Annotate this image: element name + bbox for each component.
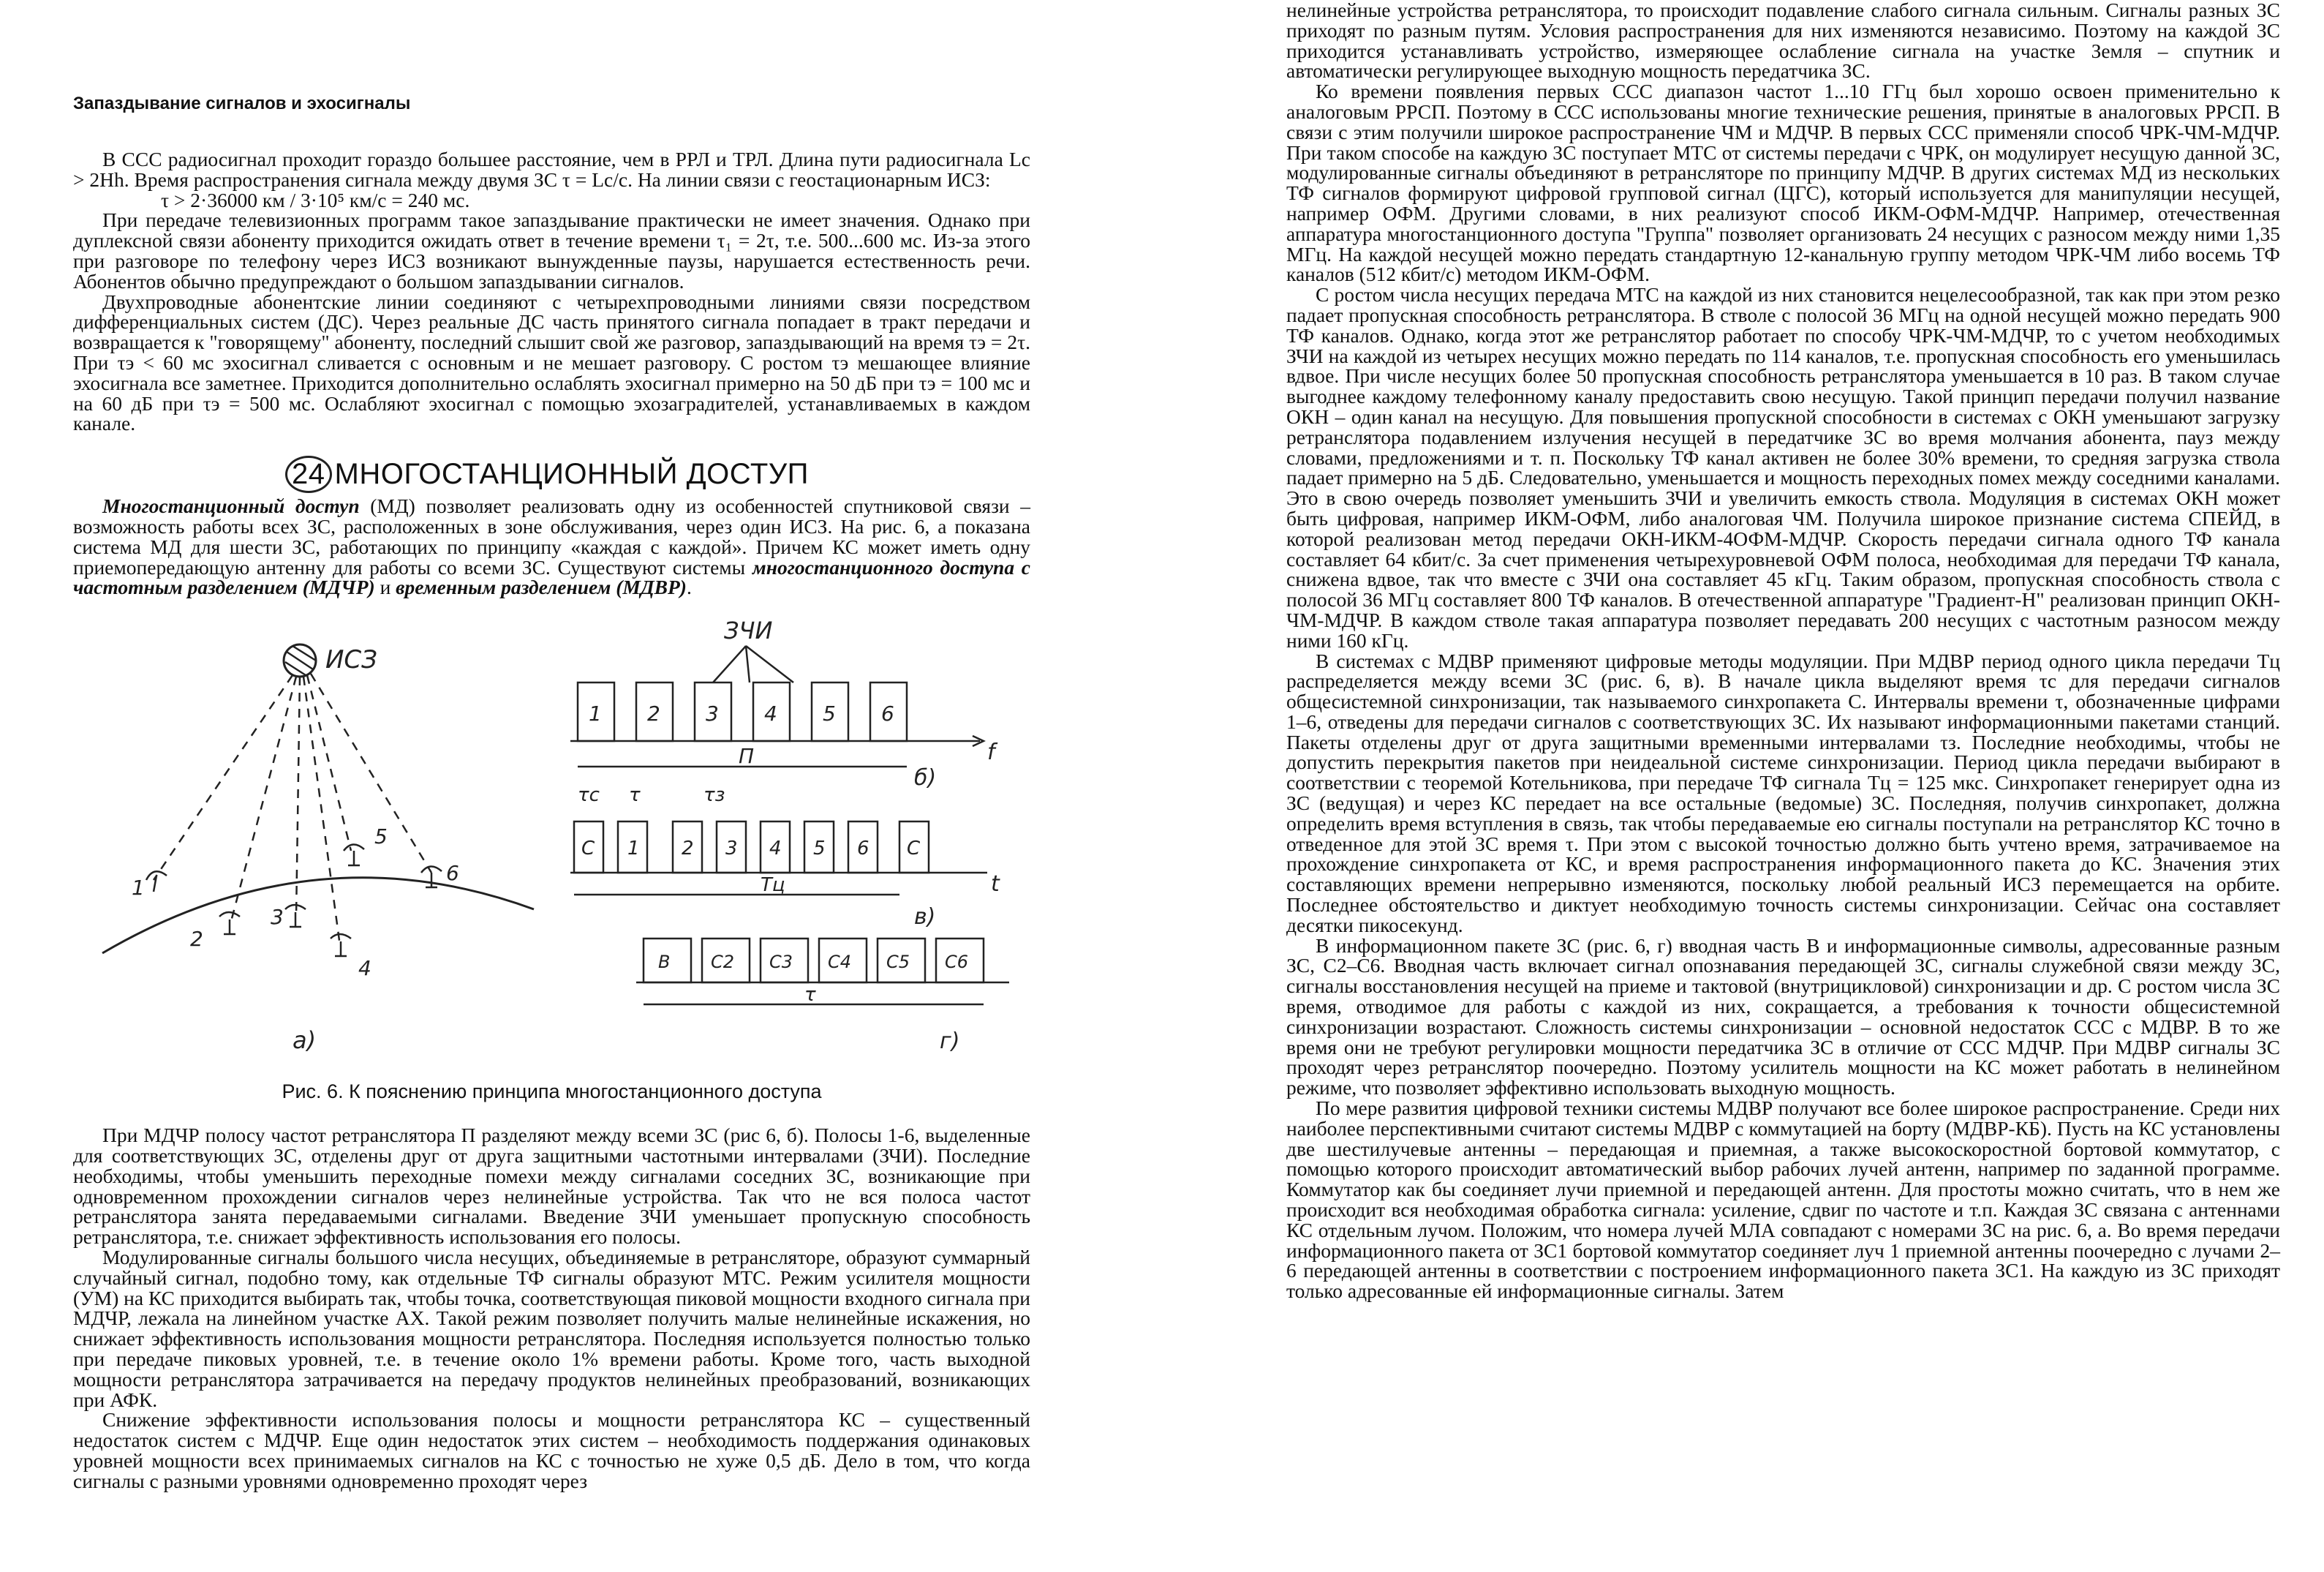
paragraph: При передаче телевизионных программ такое запаздывание практически не имеет значения. Однако при дуплексной связи абоненту приходится ожидать ответ в течение времени τ₁ = 2τ, т.е. 500...600 мс. Из-за этого при разговоре по телефону через ИСЗ возникают вынужденные паузы, нарушается естественность речи. Абонентов обычно предупреждают о большом запаздывании сигналов. bbox=[73, 208, 1030, 293]
paragraph: Снижение эффективности использования полосы и мощности ретранслятора КС – существенный недостаток систем с МДЧР. Еще один недостаток этих систем – необходимость поддержания одинаковых уровней мощности всех принимаемых сигналов на КС с точностью не хуже 0,5 дБ. Дело в том, что когда сигналы с разными уровнями одновременно проходят через bbox=[73, 1408, 1030, 1492]
freq-label: 1 bbox=[589, 702, 602, 726]
paragraph bbox=[73, 496, 1030, 598]
slot-label: 5 bbox=[813, 838, 826, 860]
packet-labels bbox=[658, 952, 968, 972]
earth-surface bbox=[102, 878, 534, 953]
tau-z-label: τз bbox=[703, 784, 725, 807]
packet-label: С2 bbox=[711, 952, 735, 973]
right-page bbox=[1162, 0, 2324, 1572]
label-a: а) bbox=[293, 1026, 317, 1055]
slot-label: 2 bbox=[682, 838, 694, 860]
paragraph: Модулированные сигналы большого числа несущих, объединяемые в ретрансляторе, образуют суммарный случайный сигнал, подобно тому, как отдельные ТФ сигналы образуют МТС. Режим усилителя мощности (УМ) на КС приходится выбирать так, чтобы точка, соответствующая пиковой мощности входного сигнала при МДЧР, лежала на линейном участке АХ. Такой режим позволяет получить малые нелинейные искажения, но снижает эффективность использования мощности ретранслятора. Последняя используется полностью только при передаче пиковых уровней, т.е. в течение около 1% времени работы. Кроме того, часть выходной мощности ретранслятора затрачивается на передачу продуктов нелинейных преобразований, возникающих при АФК. bbox=[73, 1245, 1030, 1411]
paragraph-text: и bbox=[374, 576, 396, 599]
packet-label: С4 bbox=[828, 952, 852, 973]
paragraph: Ко времени появления первых ССС диапазон частот 1...10 ГГц был хорошо освоен применительно к аналоговым РРСП. Поэтому в ССС использованы многие технические решения, принятые в аналоговых РРСП. В связи с этим получили широкое распространение ЧМ и МДЧР. В первых ССС применяли способ ЧРК-ЧМ-МДЧР. При таком способе на каждую ЗС поступает МТС от системы передачи с ЧРК, он модулирует несущую данной ЗС, модулированные сигналы объединяют в ретрансляторе по принципу МДЧР. В других системах МД из нескольких ТФ сигналов формируют цифровой групповой сигнал (ЦГС), который используется для манипуляции несущей, например ОФМ. Другими словами, в них реализуют способ ИКМ-ОФМ-МДЧР. Например, отечественная аппаратура многостанционного доступа "Группа" позволяет организовать 24 несущих с разносом между ними 1,35 МГц. На каждой несущей можно передать стандартную 12-канальную группу методом ЧРК-ЧМ либо восемь ТФ каналов (512 кбит/с) методом ИКМ-ОФМ. bbox=[1286, 80, 2280, 286]
paragraph: По мере развития цифровой техники системы МДВР получают все более широкое распространение. Среди них наиболее перспективными считают системы МДВР с коммутацией на борту (МДВР-КБ). Пусть на КС установлены две шестилучевые антенны – передающая и приемная, а также высокоскоростной бортовой коммутатор, с помощью которого происходит автоматический выбор рабочих лучей антенн, например по заданной программе. Коммутатор как бы соединяет лучи приемной и передающей антенн. Для простоты можно считать, что в нем же происходит вся необходимая обработка сигнала: усиление, сдвиг по частоте и т.п. Каждая ЗС связана с антеннами КС отдельным лучом. Положим, что номера лучей МЛА совпадают с номерами ЗС на рис. 6, а. Во время передачи информационного пакета от ЗС1 бортовой коммутатор соединяет луч 1 приемной антенны поочередно с лучами 2–6 передающей антенны в соответствии с построением информационного пакета ЗС1. На каждую из ЗС приходят только адресованные ей информационные сигналы. Затем bbox=[1286, 1097, 2280, 1303]
satellite-label: ИСЗ bbox=[325, 645, 377, 675]
paragraph: В ССС радиосигнал проходит гораздо большее расстояние, чем в РРЛ и ТРЛ. Длина пути радиосигнала Lс > 2Hh. Время распространения сигнала между двумя ЗС τ = Lс/c. На линии связи с геостационарным ИСЗ: bbox=[73, 148, 1030, 191]
figure-caption: Рис. 6. К пояснению принципа многостанционного доступа bbox=[282, 1080, 822, 1103]
term: многостанционного доступа с частотным разделением (МДЧР) bbox=[73, 555, 1030, 599]
freq-label: 6 bbox=[881, 702, 894, 726]
station-label: 5 bbox=[374, 824, 388, 849]
station-label: 3 bbox=[271, 905, 284, 930]
paragraph-text: (МД) позволяет реализовать одну из особенностей спутниковой связи – возможность работы всех ЗС, расположенных в зоне обслуживания, через один ИСЗ. На рис. 6, а показана система МД для шести ЗС, работающих по принципу «каждая с каждой». Причем КС может иметь одну приемопередающую антенну для работы со всеми ЗС. Существуют системы bbox=[73, 494, 1030, 579]
station-labels bbox=[132, 824, 459, 980]
packet-label: С6 bbox=[945, 952, 969, 973]
packet-tau-label: τ bbox=[804, 984, 816, 1007]
paragraph: При МДЧР полосу частот ретранслятора П разделяют между всеми ЗС (рис 6, б). Полосы 1-6, выделенные для соответствующих ЗС, отделены друг от друга защитными частотными интервалами (ЗЧИ). Последние необходимы, чтобы уменьшить переходные помехи между сигналами соседних ЗС, возникающие при одновременном прохождении сигналов через нелинейные устройства. Так что не вся полоса частот ретранслятора занята передаваемыми сигналами. Введение ЗЧИ уменьшает пропускную способность ретранслятора, т.е. снижает эффективность использования его полосы. bbox=[73, 1124, 1030, 1249]
slot-label: C bbox=[581, 838, 595, 860]
zchi-pointers bbox=[713, 646, 793, 682]
station-label: 4 bbox=[358, 956, 371, 981]
label-g: г) bbox=[940, 1028, 960, 1055]
zchi-label: ЗЧИ bbox=[724, 617, 773, 645]
station-label: 1 bbox=[132, 876, 145, 900]
paragraph: Двухпроводные абонентские линии соединяют с четырехпроводными линиями связи посредством дифференциальных систем (ДС). Через реальные ДС часть принятого сигнала попадает в тракт передачи и возвращается к "говорящему" абоненту, последний слышит свой же разговор, запаздывающий на время τэ = 2τ. При τэ < 60 мс эхосигнал сливается с основным и не мешает разговору. С ростом τэ мешающее влияние эхосигнала все заметнее. Приходится дополнительно ослаблять эхосигнал примерно на 50 дБ при τэ = 100 мс и на 60 дБ при τэ = 500 мс. Ослабляют эхосигнал с помощью эхозаградителей, устанавливаемых в каждом канале. bbox=[73, 290, 1030, 435]
paragraph: В системах с МДВР применяют цифровые методы модуляции. При МДВР период одного цикла передачи Тц распределяется между всеми ЗС (рис. 6, в). В начале цикла выделяют время τс для передачи сигналов общесистемной синхронизации, так называемого синхропакета С. Интервалы времени τ, обозначенные цифрами 1–6, отведены для передачи сигналов с соответствующих ЗС. Их называют информационными пакетами станций. Пакеты отделены друг от друга защитными временными интервалами τз. Последние необходимы, чтобы не допустить перекрытия пакетов при неидеальной системе синхронизации. Период цикла передачи выбирают в соответствии с теоремой Котельникова, при передаче ТФ сигнала Тц = 125 мкс. Синхропакет генерирует одна из ЗС (ведущая) и через КС передает на все остальные (ведомые) ЗС. Последняя, получив синхропакет, должна определить время вступления в связь, так чтобы передаваемые ею сигналы поступали на ретранслятор КС точно в отведенное для этой ЗС время τ. При этом с высокой точностью должно быть учтено время, затрачиваемое на прохождение синхропакета от КС, и время распространения информационного пакета до КС. Значения этих составляющих времени непрерывно изменяются, поскольку любой реальный ИСЗ перемещается на орбите. Последнее обстоятельство и диктует необходимую точность системы синхронизации. Сейчас она составляет десятки пикосекунд. bbox=[1286, 649, 2280, 936]
freq-label: 3 bbox=[706, 702, 719, 726]
label-b: б) bbox=[914, 765, 937, 791]
freq-label: 5 bbox=[823, 702, 836, 726]
paragraph: нелинейные устройства ретранслятора, то происходит подавление слабого сигнала сильным. Сигналы разных ЗС приходят по разным путям. Условия распространения для них изменяются независимо. Поэтому на каждой ЗС приходится устанавливать устройство, измеряющее ослабление сигнала на участке Земля – спутник и автоматически регулирующее выходную мощность передатчика ЗС. bbox=[1286, 0, 2280, 83]
tau-label: τ bbox=[629, 784, 641, 807]
slot-label: 6 bbox=[857, 838, 869, 860]
station-label: 2 bbox=[190, 927, 203, 952]
band-label: П bbox=[739, 744, 755, 769]
time-slot-labels bbox=[581, 838, 921, 860]
paragraph: В информационном пакете ЗС (рис. 6, г) вводная часть В и информационные символы, адресованные разным ЗС, С2–С6. Вводная часть включает сигнал опознавания передающей ЗС, сигналы служебной связи между ЗС, сигналы восстановления несущей на приеме и тактовой (внутрицикловой) синхронизации и др. С ростом числа ЗС время, отводимое для работы с каждой из них, сокращается, а требования к точности общесистемной синхронизации возрастают. Сложность системы синхронизации – основной недостаток ССС с МДВР. В то же время они не требуют регулировки мощности передатчика ЗС в отличие от ССС МДЧР. При МДВР сигналы ЗС проходят через ретранслятор поочередно. Поэтому усилитель мощности на КС может работать в нелинейном режиме, что позволяет эффективно использовать выходную мощность. bbox=[1286, 933, 2280, 1099]
slot-label: C bbox=[907, 838, 921, 860]
station-label: 6 bbox=[446, 861, 459, 886]
f-axis-label: f bbox=[987, 740, 995, 766]
section-title-text: МНОГОСТАНЦИОННЫЙ ДОСТУП bbox=[334, 458, 809, 491]
subsection-heading: Запаздывание сигналов и эхосигналы bbox=[73, 94, 411, 113]
slot-label: 3 bbox=[725, 838, 738, 860]
tau-c-label: τс bbox=[578, 784, 600, 807]
paragraph: С ростом числа несущих передача МТС на каждой из них становится нецелесообразной, так как при этом резко падает пропускная способность ретранслятора. В стволе с полосой 36 МГц на одной несущей можно передать 900 ТФ каналов. Однако, когда этот же ретранслятор работает по способу ЧРК-ЧМ-МДЧР, то с учетом необходимых ЗЧИ на каждой из четырех несущих можно передать по 114 каналов, т.е. пропускная способность его уменьшилась вдвое. При числе несущих более 50 пропускная способность ретранслятора уменьшается в 10 раз. В таком случае выгоднее каждому телефонному каналу предоставить свою несущую. Такой принцип передачи получил название ОКН – один канал на несущую. Для повышения пропускной способности в системах с ОКН уменьшают загрузку ретранслятора подавлением излучения несущей в передатчике ЗС во время молчания абонента, пауз между словами, предложениями и т. п. Поскольку ТФ канал активен не более 30% времени, то средняя загрузка ствола падает примерно на 5 дБ. Следовательно, уменьшается и мощность переходных помех между соседними каналами. Это в свою очередь позволяет уменьшить ЗЧИ и увеличить емкость ствола. Модуляция в системах ОКН может быть цифровая, например ИКМ-ОФМ, либо аналоговая ЧМ. Получила широкое признание система СПЕЙД, в которой реализован метод передачи ОКН-ИКМ-4ОФМ-МДЧР. Скорость передачи сигнала одного ТФ канала составляет 64 кбит/с. За счет применения четырехуровневой ОФМ полоса, необходимая для передачи ТФ канала, снижена вдвое, так что вместе с ЗЧИ она составляет 45 кГц. Таким образом, пропускная способность ствола с полосой 36 МГц составляет 800 ТФ каналов. В отечественной аппаратуре "Градиент-Н" реализован принцип ОКН-ЧМ-МДЧР. В каждом стволе такая аппаратура позволяет передавать 200 несущих с частотным разносом между ними 160 кГц. bbox=[1286, 283, 2280, 652]
packet-label: В bbox=[658, 952, 671, 973]
formula: τ > 2·36000 км / 3·10⁵ км/с = 240 мс. bbox=[161, 188, 470, 211]
frequency-blocks bbox=[578, 682, 907, 741]
freq-label: 4 bbox=[764, 702, 777, 726]
section-title bbox=[285, 456, 1030, 493]
packet-label: С3 bbox=[769, 952, 793, 973]
packet-label: С5 bbox=[886, 952, 910, 973]
figure-6 bbox=[73, 609, 1024, 1078]
freq-label: 2 bbox=[647, 702, 660, 726]
term: временным разделением (МДВР) bbox=[396, 576, 687, 599]
cycle-label: Тц bbox=[761, 874, 785, 897]
packet-blocks bbox=[644, 939, 984, 982]
label-v: в) bbox=[914, 904, 936, 930]
term: Многостанционный доступ bbox=[102, 494, 360, 518]
t-axis-label: t bbox=[991, 871, 1000, 898]
slot-label: 4 bbox=[769, 838, 782, 860]
figure-6-drawing bbox=[73, 609, 1024, 1078]
slot-label: 1 bbox=[627, 838, 640, 860]
paragraph-text: . bbox=[686, 576, 692, 599]
section-number: 24 bbox=[285, 456, 332, 493]
